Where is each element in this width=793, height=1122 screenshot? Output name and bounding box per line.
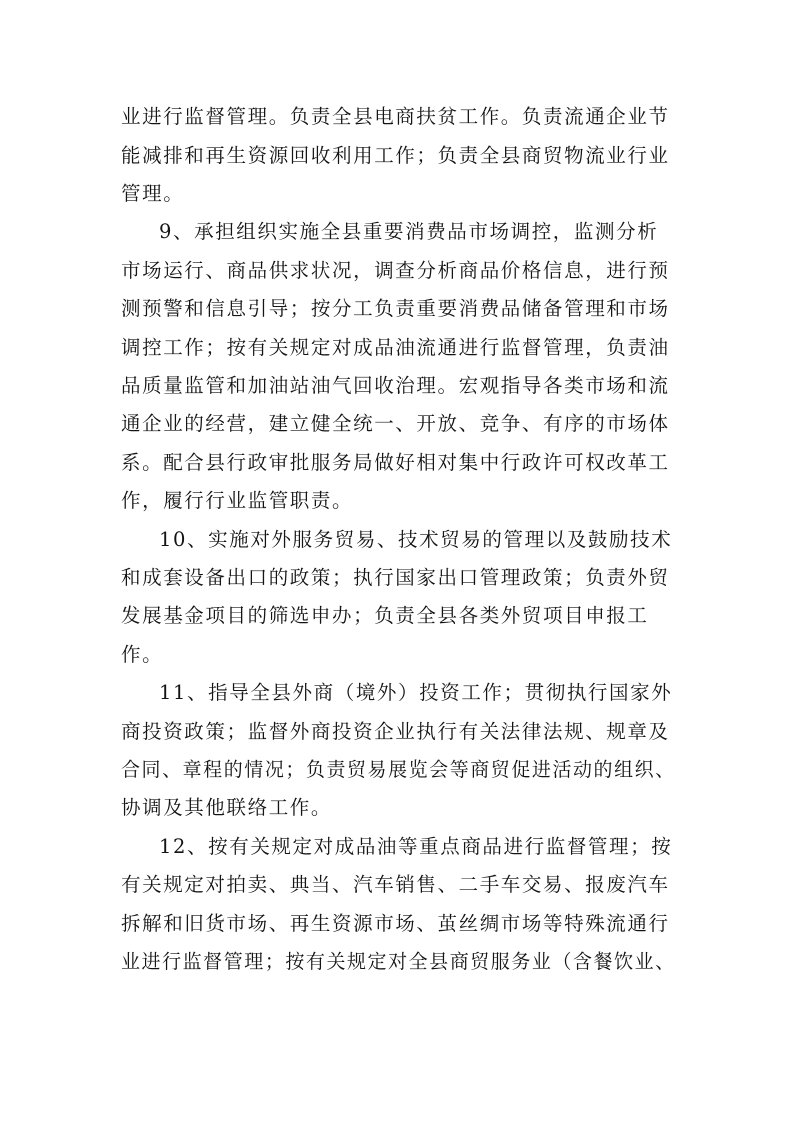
paragraph-10-first-line: 10、实施对外服务贸易、技术贸易的管理以及鼓励技术 [159, 528, 673, 551]
text-line: 通企业的经营，建立健全统一、开放、竞争、有序的市场体 [121, 412, 670, 435]
text-line: 作，履行行业监管职责。 [121, 489, 354, 512]
text-line: 测预警和信息引导；按分工负责重要消费品储备管理和市场 [121, 297, 670, 320]
text-line: 调控工作；按有关规定对成品油流通进行监督管理，负责油 [121, 336, 670, 359]
paragraph-9-first-line: 9、承担组织实施全县重要消费品市场调控，监测分析 [159, 220, 659, 243]
text-line: 有关规定对拍卖、典当、汽车销售、二手车交易、报废汽车 [121, 873, 670, 896]
text-line: 业进行监督管理。负责全县电商扶贫工作。负责流通企业节 [121, 105, 670, 128]
text-line: 市场运行、商品供求状况，调查分析商品价格信息，进行预 [121, 259, 670, 282]
text-line: 合同、章程的情况；负责贸易展览会等商贸促进活动的组织、 [121, 758, 676, 781]
text-line: 管理。 [121, 182, 185, 205]
text-line: 能减排和再生资源回收利用工作；负责全县商贸物流业行业 [121, 144, 670, 167]
paragraph-12-first-line: 12、按有关规定对成品油等重点商品进行监督管理；按 [159, 835, 673, 858]
text-line: 协调及其他联络工作。 [121, 796, 333, 819]
text-line: 品质量监管和加油站油气回收治理。宏观指导各类市场和流 [121, 374, 670, 397]
paragraph-11-first-line: 11、指导全县外商（境外）投资工作；贯彻执行国家外 [159, 681, 673, 704]
text-line: 发展基金项目的筛选申办；负责全县各类外贸项目申报工 [121, 604, 649, 627]
text-line: 业进行监督管理；按有关规定对全县商贸服务业（含餐饮业、 [121, 950, 676, 973]
text-line: 作。 [121, 643, 164, 666]
text-line: 商投资政策；监督外商投资企业执行有关法律法规、规章及 [121, 720, 670, 743]
text-line: 和成套设备出口的政策；执行国家出口管理政策；负责外贸 [121, 566, 670, 589]
text-line: 拆解和旧货市场、再生资源市场、茧丝绸市场等特殊流通行 [121, 912, 670, 935]
text-line: 系。配合县行政审批服务局做好相对集中行政许可权改革工 [121, 451, 670, 474]
